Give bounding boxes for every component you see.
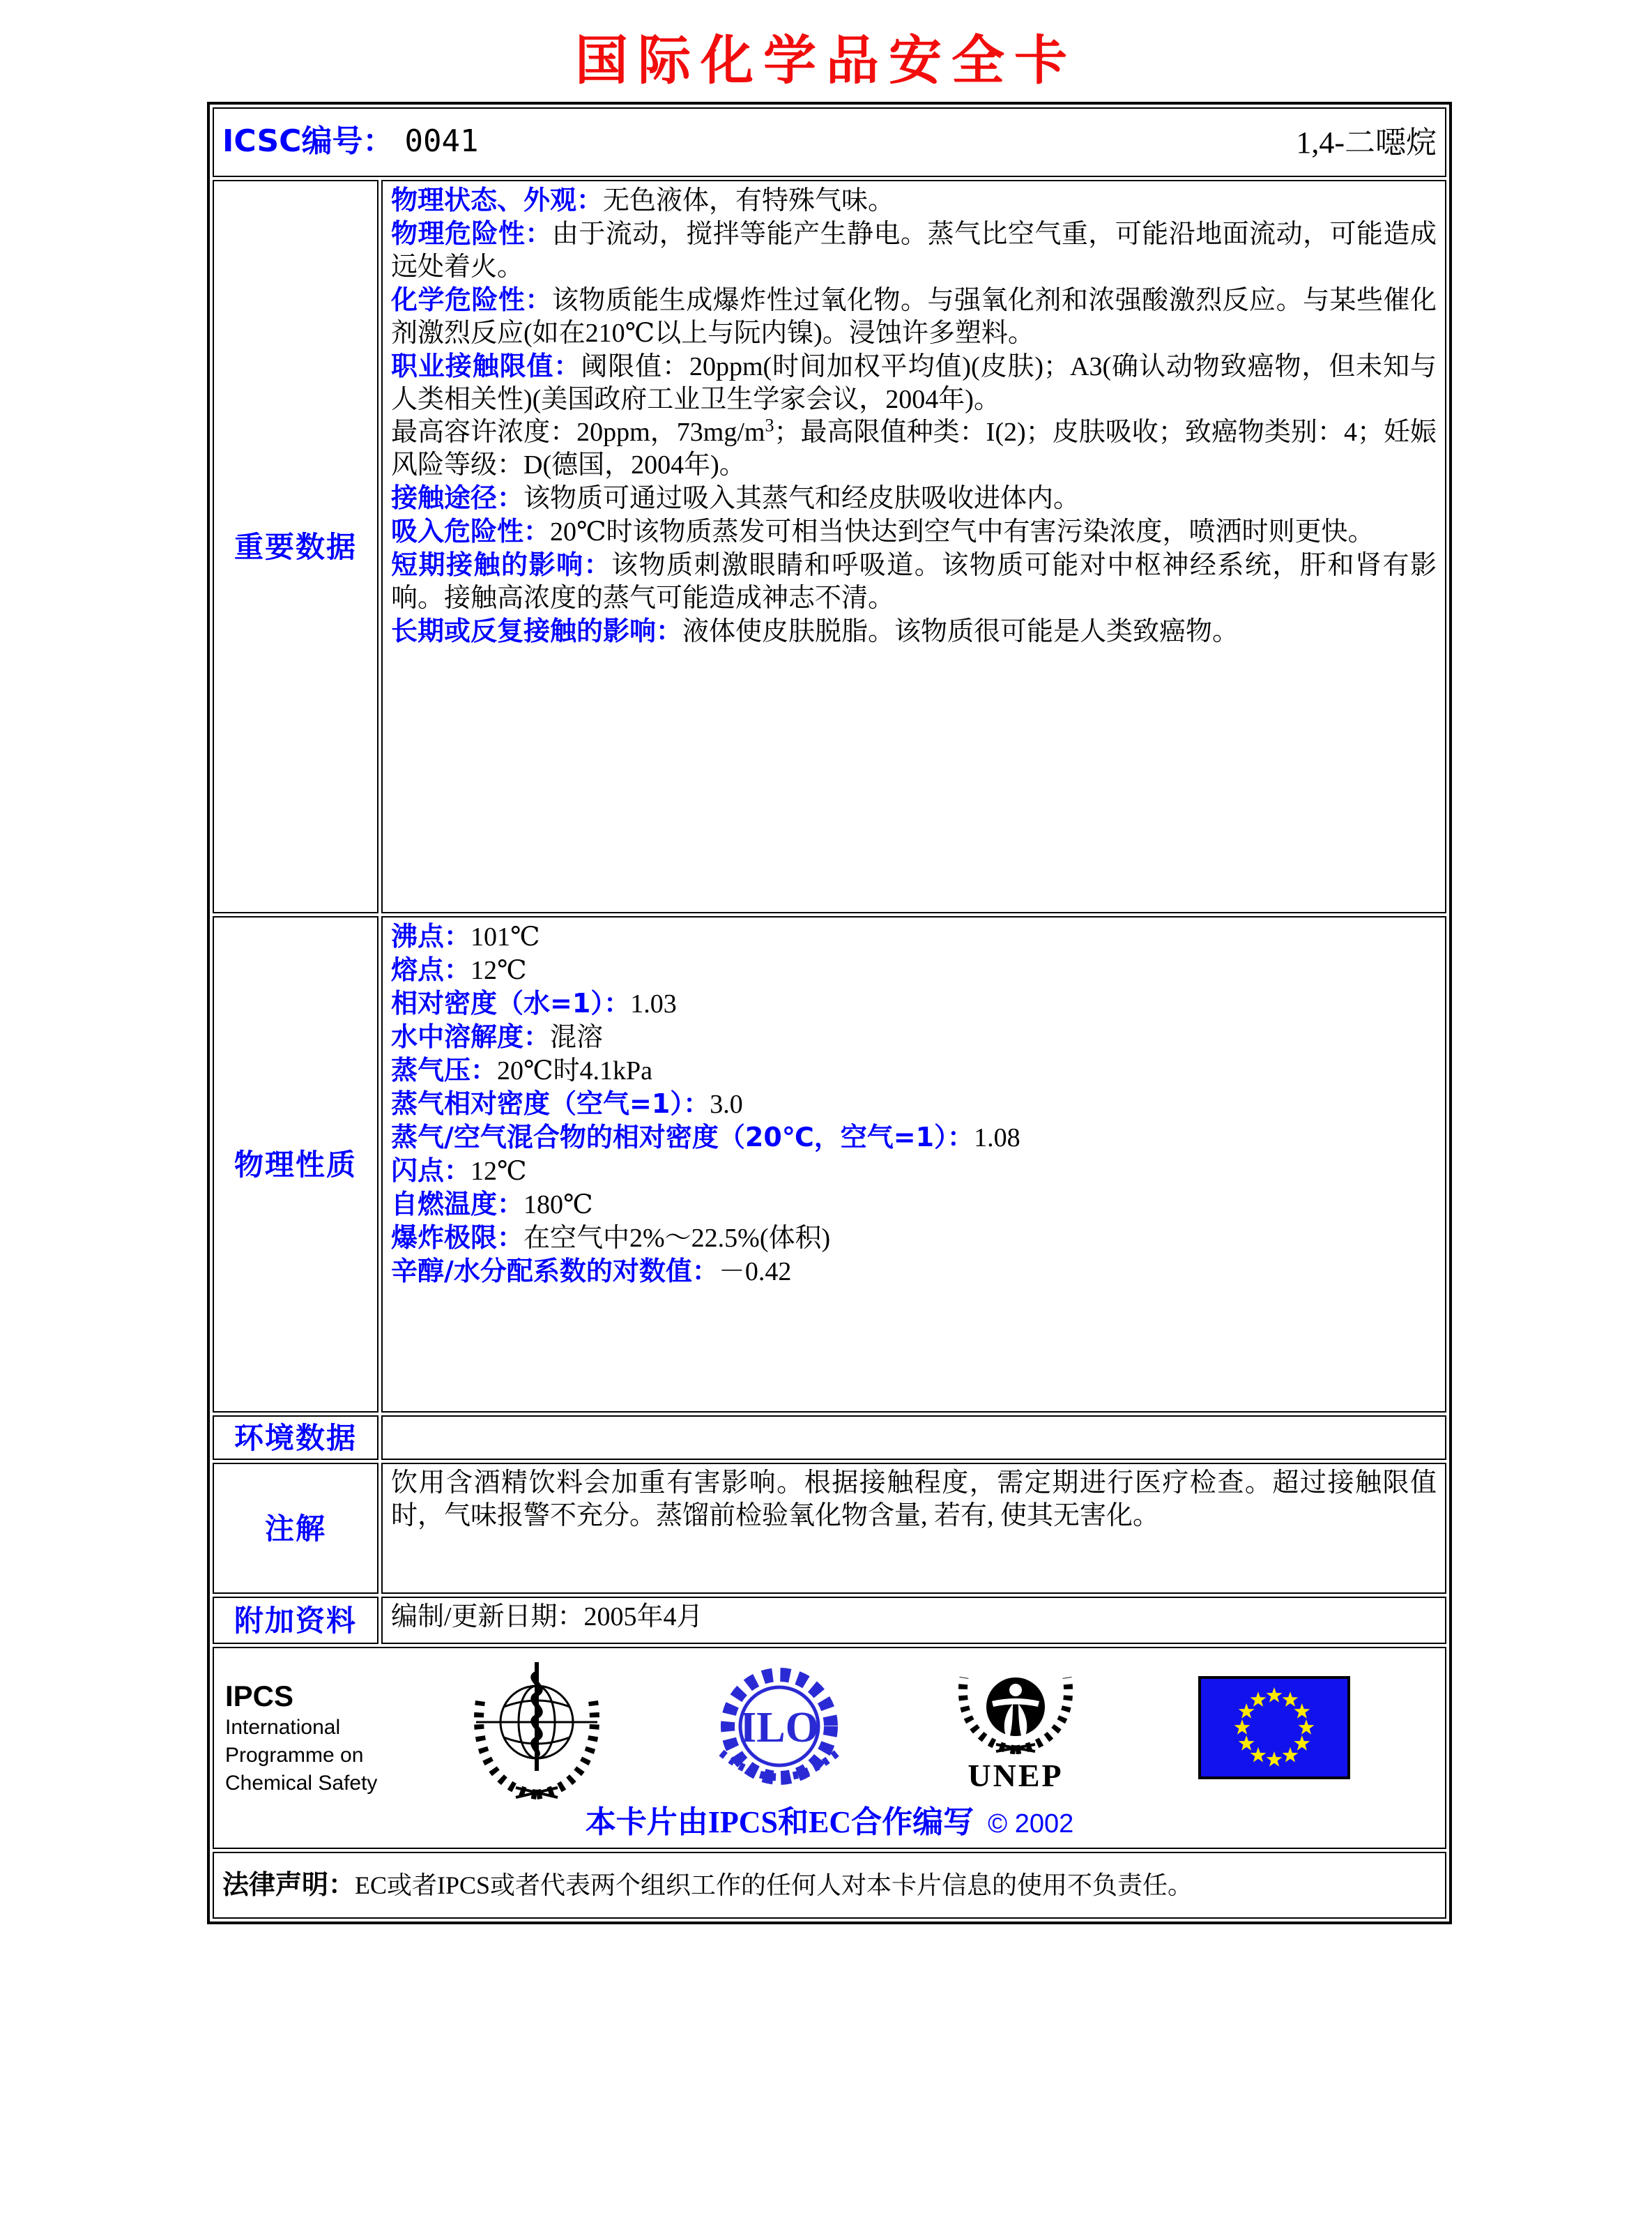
ipcs-acronym: IPCS <box>225 1680 294 1712</box>
additional-info-label: 附加资料 <box>213 1597 378 1644</box>
property-value: 1.08 <box>974 1123 1020 1152</box>
property-value: －0.42 <box>718 1257 792 1286</box>
additional-info-content: 编制/更新日期：2005年4月 <box>381 1597 1446 1644</box>
eu-flag-icon <box>1198 1676 1350 1779</box>
physical-property-item <box>391 1188 1437 1222</box>
property-value: 在空气中2%～22.5%(体积) <box>523 1224 831 1253</box>
property-value: 12℃ <box>471 956 527 985</box>
header-cell <box>213 107 1446 177</box>
property-label: 爆炸极限： <box>391 1222 524 1253</box>
ilo-letters: ILO <box>740 1704 819 1751</box>
field-value: 阈限值：20ppm(时间加权平均值)(皮肤)；A3(确认动物致癌物，但未知与人类相关性)(美国政府工业卫生学家会议，2004年)。 <box>391 352 1437 414</box>
environmental-data-label: 环境数据 <box>213 1415 378 1460</box>
ipcs-line-3: Chemical Safety <box>225 1772 378 1795</box>
property-value: 3.0 <box>710 1090 743 1119</box>
credit-line <box>214 1806 1445 1841</box>
legal-row <box>213 1852 1446 1919</box>
superscript: 3 <box>765 415 774 436</box>
ipcs-text-block <box>225 1679 377 1797</box>
important-data-paragraph <box>391 350 1437 416</box>
property-label: 闪点： <box>391 1155 471 1186</box>
unep-logo <box>939 1662 1092 1792</box>
header-row <box>213 107 1446 177</box>
physical-property-item <box>391 1222 1437 1255</box>
physical-properties-content <box>391 920 1437 1288</box>
physical-property-item <box>391 1054 1437 1088</box>
ilo-logo-icon <box>706 1662 852 1798</box>
property-value: 180℃ <box>523 1190 593 1219</box>
property-value: 1.03 <box>630 989 677 1019</box>
property-value: 混溶 <box>550 1023 604 1052</box>
field-value: 液体使皮肤脱脂。该物质很可能是人类致癌物。 <box>682 617 1239 646</box>
physical-property-item <box>391 920 1437 954</box>
icsc-number-value: 0041 <box>404 123 479 159</box>
property-label: 沸点： <box>391 921 471 952</box>
property-label: 相对密度（水=1）： <box>391 988 631 1019</box>
legal-text: EC或者IPCS或者代表两个组织工作的任何人对本卡片信息的使用不负责任。 <box>355 1871 1193 1899</box>
property-label: 熔点： <box>391 954 471 985</box>
field-label: 化学危险性： <box>391 284 552 315</box>
important-data-paragraph <box>391 416 1437 482</box>
field-label: 接触途径： <box>391 482 524 513</box>
important-data-paragraph <box>391 549 1437 615</box>
field-label: 吸入危险性： <box>391 516 551 547</box>
field-label: 长期或反复接触的影响： <box>391 616 683 646</box>
chemical-name: 1,4-二噁烷 <box>1296 125 1437 160</box>
property-label: 辛醇/水分配系数的对数值： <box>391 1256 719 1286</box>
important-data-paragraph <box>391 284 1437 350</box>
environmental-data-content <box>381 1415 1446 1460</box>
physical-property-item <box>391 954 1437 987</box>
property-label: 自燃温度： <box>391 1189 524 1219</box>
unep-label: UNEP <box>968 1758 1064 1793</box>
property-label: 水中溶解度： <box>391 1021 551 1052</box>
legal-cell <box>213 1852 1446 1919</box>
additional-info-row <box>213 1597 1446 1644</box>
icsc-number-group <box>222 125 478 160</box>
field-value: 该物质能生成爆炸性过氧化物。与强氧化剂和浓强酸激烈反应。与某些催化剂激烈反应(如在210℃以上与阮内镍)。浸蚀许多塑料。 <box>391 286 1437 348</box>
field-value: 20℃时该物质蒸发可相当快达到空气中有害污染浓度，喷洒时则更快。 <box>550 517 1375 547</box>
notes-label: 注解 <box>213 1463 378 1594</box>
field-label: 物理危险性： <box>391 218 552 249</box>
credit-text: 本卡片由IPCS和EC合作编写 <box>585 1805 974 1839</box>
physical-property-item <box>391 1088 1437 1121</box>
unep-emblem-icon <box>939 1662 1092 1754</box>
environmental-data-row <box>213 1415 1446 1460</box>
physical-property-item <box>391 1121 1437 1155</box>
important-data-paragraph <box>391 482 1437 515</box>
legal-label: 法律声明： <box>222 1869 355 1900</box>
field-value: 无色液体，有特殊气味。 <box>603 186 895 215</box>
field-label: 物理状态、外观： <box>391 185 604 215</box>
property-label: 蒸气相对密度（空气=1）： <box>391 1088 710 1119</box>
physical-properties-cell <box>381 916 1446 1413</box>
physical-property-item <box>391 987 1437 1021</box>
icsc-number-label: ICSC编号： <box>222 123 394 159</box>
field-value: 最高容许浓度：20ppm，73mg/m <box>391 418 765 447</box>
important-data-cell <box>381 180 1446 913</box>
who-logo-icon <box>457 1658 617 1801</box>
physical-property-item <box>391 1021 1437 1054</box>
property-value: 12℃ <box>471 1157 527 1186</box>
property-value: 20℃时4.1kPa <box>497 1056 653 1086</box>
important-data-paragraph <box>391 184 1437 218</box>
important-data-paragraph <box>391 615 1437 648</box>
field-value: 该物质可通过吸入其蒸气和经皮肤吸收进体内。 <box>523 484 1080 513</box>
field-label: 职业接触限值： <box>391 351 581 381</box>
important-data-paragraph <box>391 218 1437 284</box>
physical-properties-label: 物理性质 <box>213 916 378 1413</box>
field-label: 短期接触的影响： <box>391 549 612 580</box>
copyright-text: © 2002 <box>988 1809 1074 1839</box>
important-data-paragraph <box>391 515 1437 549</box>
physical-properties-row <box>213 916 1446 1413</box>
physical-property-item <box>391 1255 1437 1288</box>
icsc-card-table <box>207 102 1452 1924</box>
important-data-content <box>391 184 1437 648</box>
important-data-label: 重要数据 <box>213 180 378 913</box>
ipcs-line-2: Programme on <box>225 1744 364 1767</box>
document-title: 国际化学品安全卡 <box>575 32 1077 91</box>
property-label: 蒸气压： <box>391 1055 498 1086</box>
notes-content: 饮用含酒精饮料会加重有害影响。根据接触程度，需定期进行医疗检查。超过接触限值时，气味报警不充分。蒸馏前检验氧化物含量, 若有, 使其无害化。 <box>381 1463 1446 1594</box>
field-value: 由于流动，搅拌等能产生静电。蒸气比空气重，可能沿地面流动，可能造成远处着火。 <box>391 220 1437 282</box>
logos-row <box>213 1647 1446 1849</box>
field-value: ；最高限值种类：I(2)；皮肤吸收；致癌物类别：4；妊娠风险等级：D(德国，2004年)。 <box>391 418 1437 480</box>
physical-property-item <box>391 1155 1437 1188</box>
ipcs-line-1: International <box>225 1716 341 1739</box>
notes-row <box>213 1463 1446 1594</box>
field-value: 该物质刺激眼睛和呼吸道。该物质可能对中枢神经系统，肝和肾有影响。接触高浓度的蒸气可能造成神志不清。 <box>391 551 1437 613</box>
important-data-row <box>213 180 1446 913</box>
property-label: 蒸气/空气混合物的相对密度（20℃，空气=1）： <box>391 1122 974 1152</box>
logos-cell <box>213 1647 1446 1849</box>
property-value: 101℃ <box>471 922 540 952</box>
